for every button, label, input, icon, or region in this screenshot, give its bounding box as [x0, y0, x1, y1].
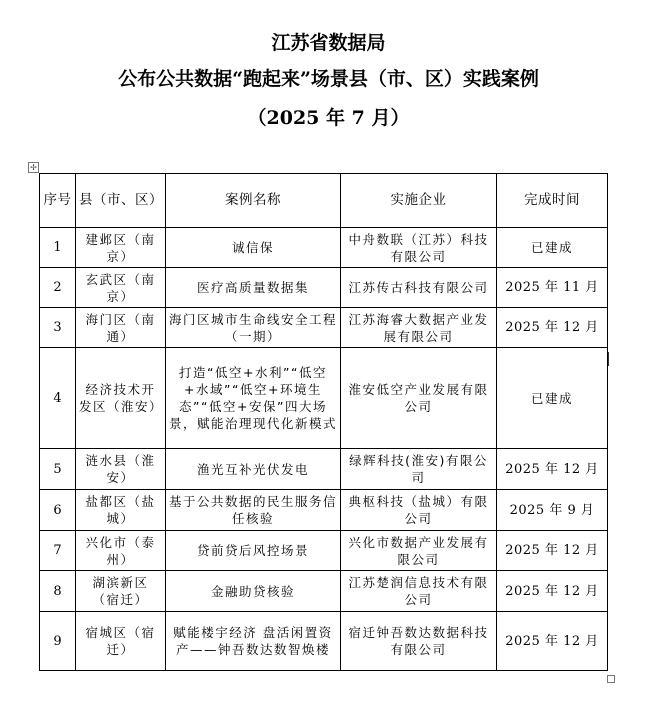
table-move-handle-icon[interactable]: ✢ [28, 162, 39, 173]
table-row [40, 308, 608, 348]
document-subtitle: 公布公共数据“跑起来”场景县（市、区）实践案例 [118, 68, 539, 90]
table-row [40, 612, 608, 671]
cell-case-name: 渔光互补光伏发电 [166, 449, 341, 490]
table-row [40, 531, 608, 571]
cell-company: 绿辉科技(淮安)有限公司 [341, 449, 497, 490]
cell-county: 涟水县（淮安） [76, 449, 166, 490]
cell-case-name: 金融助贷核验 [166, 571, 341, 612]
cell-company: 淮安低空产业发展有限公司 [341, 348, 497, 449]
cell-company: 江苏楚润信息技术有限公司 [341, 571, 497, 612]
cell-completion: 已建成 [497, 228, 608, 268]
document-date: （2025 年 7 月） [247, 107, 410, 129]
cell-county: 湖滨新区（宿迁） [76, 571, 166, 612]
cell-completion: 2025 年 12 月 [497, 449, 608, 490]
cell-no: 5 [40, 449, 76, 490]
header-case-name: 案例名称 [166, 174, 341, 228]
cell-case-name: 贷前贷后风控场景 [166, 531, 341, 571]
cell-county: 玄武区（南京） [76, 268, 166, 308]
cell-no: 2 [40, 268, 76, 308]
cell-case-name: 海门区城市生命线安全工程（一期） [166, 308, 341, 348]
header-completion: 完成时间 [497, 174, 608, 228]
document-title: 江苏省数据局 [271, 32, 386, 54]
cell-no: 6 [40, 490, 76, 531]
cell-company: 江苏海睿大数据产业发展有限公司 [341, 308, 497, 348]
table-header-row [40, 174, 608, 228]
table-resize-handle-icon[interactable] [607, 675, 615, 683]
cell-completion: 2025 年 12 月 [497, 308, 608, 348]
cell-county: 海门区（南通） [76, 308, 166, 348]
table-row [40, 449, 608, 490]
cell-case-name: 赋能楼宇经济 盘活闲置资产——钟吾数达数智焕楼 [166, 612, 341, 671]
cell-no: 9 [40, 612, 76, 671]
cases-table [39, 173, 608, 671]
table-row [40, 348, 608, 449]
cell-completion: 2025 年 12 月 [497, 531, 608, 571]
header-no: 序号 [40, 174, 76, 228]
cell-completion: 2025 年 9 月 [497, 490, 608, 531]
cell-company: 中舟数联（江苏）科技有限公司 [341, 228, 497, 268]
cell-completion: 2025 年 12 月 [497, 571, 608, 612]
cell-company: 兴化市数据产业发展有限公司 [341, 531, 497, 571]
table-row [40, 490, 608, 531]
cell-company: 典枢科技（盐城）有限公司 [341, 490, 497, 531]
cell-county: 宿城区（宿迁） [76, 612, 166, 671]
cell-completion: 已建成 [497, 348, 608, 449]
cell-no: 8 [40, 571, 76, 612]
table-row [40, 268, 608, 308]
cell-company: 江苏传古科技有限公司 [341, 268, 497, 308]
cell-county: 经济技术开发区（淮安） [76, 348, 166, 449]
cell-no: 3 [40, 308, 76, 348]
header-company: 实施企业 [341, 174, 497, 228]
text-cursor [608, 352, 609, 366]
cell-no: 7 [40, 531, 76, 571]
cell-county: 兴化市（泰州） [76, 531, 166, 571]
table-row [40, 571, 608, 612]
cell-no: 4 [40, 348, 76, 449]
cell-case-name: 医疗高质量数据集 [166, 268, 341, 308]
cell-completion: 2025 年 12 月 [497, 612, 608, 671]
header-county: 县（市、区） [76, 174, 166, 228]
table-row [40, 228, 608, 268]
cell-case-name: 基于公共数据的民生服务信任核验 [166, 490, 341, 531]
cell-county: 建邺区（南京） [76, 228, 166, 268]
cell-company: 宿迁钟吾数达数据科技有限公司 [341, 612, 497, 671]
cell-county: 盐都区（盐城） [76, 490, 166, 531]
cell-no: 1 [40, 228, 76, 268]
cell-completion: 2025 年 11 月 [497, 268, 608, 308]
cell-case-name: 诚信保 [166, 228, 341, 268]
cell-case-name: 打造“低空+水利”“低空+水域”“低空+环境生态”“低空+安保”四大场景，赋能治理现代化新模式 [166, 348, 341, 449]
